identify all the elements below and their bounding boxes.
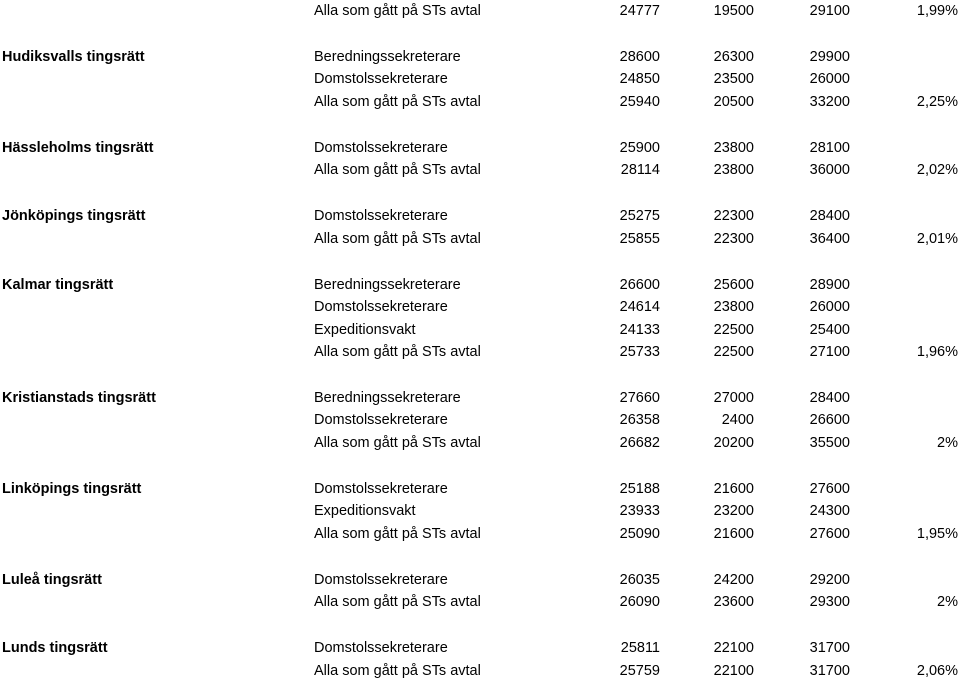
lowest-salary-cell: 22100 xyxy=(713,662,754,679)
median-salary-cell: 25811 xyxy=(620,640,660,657)
table-row xyxy=(0,228,960,251)
role-cell: Alla som gått på STs avtal xyxy=(314,434,481,451)
role-cell: Alla som gått på STs avtal xyxy=(314,662,481,679)
role-cell: Alla som gått på STs avtal xyxy=(314,3,481,19)
median-salary-cell: 24850 xyxy=(619,71,660,88)
median-salary-cell: 26035 xyxy=(619,571,660,588)
increase-percent-cell: 2% xyxy=(937,594,958,611)
table-row xyxy=(0,46,960,69)
median-salary-cell: 25188 xyxy=(619,480,660,497)
table-row xyxy=(0,274,960,297)
lowest-salary-cell: 21600 xyxy=(713,525,754,542)
median-salary-cell: 25275 xyxy=(619,208,660,225)
lowest-salary-cell: 23800 xyxy=(713,299,754,316)
role-cell: Alla som gått på STs avtal xyxy=(314,93,481,110)
lowest-salary-cell: 20200 xyxy=(713,434,754,451)
increase-percent-cell: 2,25% xyxy=(916,93,958,110)
highest-salary-cell: 31700 xyxy=(809,662,850,679)
group-spacer xyxy=(0,364,960,387)
increase-percent-cell: 2% xyxy=(937,434,958,451)
role-cell: Alla som gått på STs avtal xyxy=(314,344,481,361)
lowest-salary-cell: 22300 xyxy=(713,230,754,247)
group-spacer xyxy=(0,250,960,273)
lowest-salary-cell: 27000 xyxy=(713,389,754,406)
role-cell: Alla som gått på STs avtal xyxy=(314,594,481,611)
highest-salary-cell: 36400 xyxy=(809,230,850,247)
court-name: Hudiksvalls tingsrätt xyxy=(2,48,145,65)
median-salary-cell: 28600 xyxy=(619,48,660,65)
median-salary-cell: 26090 xyxy=(619,594,660,611)
increase-percent-cell: 2,02% xyxy=(916,162,958,179)
highest-salary-cell: 26000 xyxy=(809,71,850,88)
highest-salary-cell: 27600 xyxy=(809,480,850,497)
table-row xyxy=(0,205,960,228)
table-row xyxy=(0,409,960,432)
role-cell: Domstolssekreterare xyxy=(314,571,448,588)
role-cell: Alla som gått på STs avtal xyxy=(314,525,481,542)
median-salary-cell: 25900 xyxy=(619,139,660,156)
table-row xyxy=(0,478,960,501)
lowest-salary-cell: 22500 xyxy=(713,321,754,338)
median-salary-cell: 26358 xyxy=(619,412,660,429)
group-spacer xyxy=(0,545,960,568)
median-salary-cell: 24777 xyxy=(619,3,660,19)
table-row xyxy=(0,68,960,91)
court-name: Luleå tingsrätt xyxy=(2,571,102,588)
court-name: Kristianstads tingsrätt xyxy=(2,389,156,406)
table-row xyxy=(0,137,960,160)
lowest-salary-cell: 22300 xyxy=(713,208,754,225)
highest-salary-cell: 26600 xyxy=(809,412,850,429)
lowest-salary-cell: 19500 xyxy=(713,3,754,19)
highest-salary-cell: 29200 xyxy=(809,571,850,588)
increase-percent-cell: 1,95% xyxy=(916,525,958,542)
role-cell: Domstolssekreterare xyxy=(314,71,448,88)
table-row xyxy=(0,523,960,546)
median-salary-cell: 25759 xyxy=(619,662,660,679)
table-row xyxy=(0,319,960,342)
role-cell: Domstolssekreterare xyxy=(314,299,448,316)
table-row xyxy=(0,91,960,114)
court-name: Jönköpings tingsrätt xyxy=(2,208,146,225)
median-salary-cell: 26682 xyxy=(619,434,660,451)
role-cell: Beredningssekreterare xyxy=(314,389,461,406)
highest-salary-cell: 26000 xyxy=(809,299,850,316)
role-cell: Beredningssekreterare xyxy=(314,276,461,293)
role-cell: Domstolssekreterare xyxy=(314,412,448,429)
increase-percent-cell: 2,06% xyxy=(916,662,958,679)
role-cell: Expeditionsvakt xyxy=(314,503,416,520)
increase-percent-cell: 1,99% xyxy=(916,3,958,19)
lowest-salary-cell: 2400 xyxy=(721,412,754,429)
highest-salary-cell: 36000 xyxy=(809,162,850,179)
court-name: Hässleholms tingsrätt xyxy=(2,139,154,156)
table-row xyxy=(0,660,960,682)
highest-salary-cell: 35500 xyxy=(809,434,850,451)
table-row xyxy=(0,387,960,410)
role-cell: Domstolssekreterare xyxy=(314,139,448,156)
table-row xyxy=(0,296,960,319)
highest-salary-cell: 29300 xyxy=(809,594,850,611)
group-spacer xyxy=(0,614,960,637)
median-salary-cell: 26600 xyxy=(619,276,660,293)
highest-salary-cell: 28400 xyxy=(809,389,850,406)
highest-salary-cell: 27600 xyxy=(809,525,850,542)
table-row xyxy=(0,341,960,364)
median-salary-cell: 23933 xyxy=(619,503,660,520)
table-row xyxy=(0,0,960,23)
highest-salary-cell: 25400 xyxy=(809,321,850,338)
lowest-salary-cell: 26300 xyxy=(713,48,754,65)
increase-percent-cell: 2,01% xyxy=(916,230,958,247)
role-cell: Alla som gått på STs avtal xyxy=(314,162,481,179)
median-salary-cell: 24133 xyxy=(619,321,660,338)
table-row xyxy=(0,159,960,182)
highest-salary-cell: 28100 xyxy=(809,139,850,156)
median-salary-cell: 25940 xyxy=(619,93,660,110)
median-salary-cell: 27660 xyxy=(619,389,660,406)
highest-salary-cell: 33200 xyxy=(809,93,850,110)
lowest-salary-cell: 22500 xyxy=(713,344,754,361)
increase-percent-cell: 1,96% xyxy=(916,344,958,361)
lowest-salary-cell: 22100 xyxy=(713,640,754,657)
table-row xyxy=(0,500,960,523)
table-row xyxy=(0,569,960,592)
lowest-salary-cell: 23800 xyxy=(713,162,754,179)
role-cell: Alla som gått på STs avtal xyxy=(314,230,481,247)
role-cell: Beredningssekreterare xyxy=(314,48,461,65)
court-name: Lunds tingsrätt xyxy=(2,640,108,657)
median-salary-cell: 25733 xyxy=(619,344,660,361)
group-spacer xyxy=(0,454,960,477)
median-salary-cell: 24614 xyxy=(619,299,660,316)
highest-salary-cell: 29900 xyxy=(809,48,850,65)
lowest-salary-cell: 23200 xyxy=(713,503,754,520)
table-row xyxy=(0,637,960,660)
role-cell: Domstolssekreterare xyxy=(314,480,448,497)
role-cell: Domstolssekreterare xyxy=(314,640,448,657)
court-name: Linköpings tingsrätt xyxy=(2,480,142,497)
table-row xyxy=(0,432,960,455)
highest-salary-cell: 28900 xyxy=(809,276,850,293)
role-cell: Expeditionsvakt xyxy=(314,321,416,338)
lowest-salary-cell: 23800 xyxy=(713,139,754,156)
role-cell: Domstolssekreterare xyxy=(314,208,448,225)
median-salary-cell: 25090 xyxy=(619,525,660,542)
court-name: Kalmar tingsrätt xyxy=(2,276,114,293)
group-spacer xyxy=(0,182,960,205)
median-salary-cell: 25855 xyxy=(619,230,660,247)
highest-salary-cell: 27100 xyxy=(809,344,850,361)
highest-salary-cell: 24300 xyxy=(809,503,850,520)
highest-salary-cell: 31700 xyxy=(809,640,850,657)
highest-salary-cell: 28400 xyxy=(809,208,850,225)
highest-salary-cell: 29100 xyxy=(809,3,850,19)
lowest-salary-cell: 24200 xyxy=(713,571,754,588)
median-salary-cell: 28114 xyxy=(620,162,660,179)
lowest-salary-cell: 23600 xyxy=(713,594,754,611)
group-spacer xyxy=(0,113,960,136)
lowest-salary-cell: 23500 xyxy=(713,71,754,88)
lowest-salary-cell: 25600 xyxy=(713,276,754,293)
lowest-salary-cell: 21600 xyxy=(713,480,754,497)
lowest-salary-cell: 20500 xyxy=(713,93,754,110)
group-spacer xyxy=(0,23,960,46)
table-row xyxy=(0,591,960,614)
